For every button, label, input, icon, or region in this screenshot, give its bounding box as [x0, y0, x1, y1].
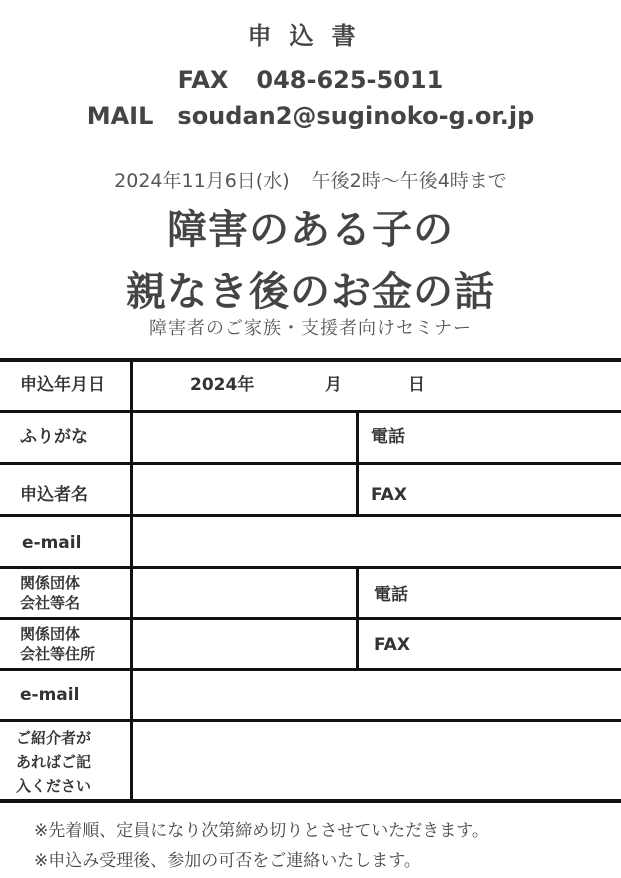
phone-label: 電話 — [371, 427, 405, 447]
event-date: 2024年11月6日(水) — [114, 170, 290, 192]
phone-field[interactable] — [360, 414, 620, 462]
referrer-label-line-2: あればご記 — [16, 753, 92, 771]
note-first-come: ※先着順、定員になり次第締め切りとさせていただきます。 — [34, 821, 489, 841]
application-day-label: 日 — [408, 375, 425, 395]
org-address-label-line-1: 関係団体 — [20, 625, 81, 643]
email-2-label: e-mail — [20, 685, 80, 705]
application-date-label: 申込年月日 — [20, 375, 105, 395]
notes — [34, 816, 489, 876]
referrer-label — [16, 726, 91, 798]
column-divider — [356, 568, 359, 619]
mail-address: soudan2@suginoko-g.or.jp — [177, 102, 535, 130]
org-name-label — [20, 573, 80, 613]
document-title: 申込書 — [247, 22, 374, 50]
org-phone-label: 電話 — [374, 585, 408, 605]
row-divider — [0, 668, 621, 671]
email-2-field[interactable] — [134, 672, 620, 719]
application-year-field[interactable]: 2024年 — [190, 375, 255, 395]
application-month-label: 月 — [325, 375, 342, 395]
mail-contact — [0, 102, 621, 130]
furigana-field[interactable] — [134, 414, 354, 462]
fax-field[interactable] — [360, 466, 620, 514]
row-divider — [0, 462, 621, 465]
event-title-line-1: 障害のある子の — [167, 207, 454, 253]
fax-contact — [0, 66, 621, 94]
org-name-label-line-2: 会社等名 — [20, 594, 81, 612]
label-column-divider — [130, 360, 133, 801]
fax-contact-label: FAX — [177, 66, 229, 94]
email-field[interactable] — [134, 518, 620, 566]
row-divider — [0, 566, 621, 569]
row-divider — [0, 617, 621, 620]
org-address-label-line-2: 会社等住所 — [20, 645, 96, 663]
org-phone-field[interactable] — [360, 570, 620, 617]
fax-label: FAX — [371, 485, 407, 505]
row-divider — [0, 719, 621, 722]
org-name-field[interactable] — [134, 570, 354, 617]
row-divider — [0, 410, 621, 413]
event-subtitle: 障害者のご家族・支援者向けセミナー — [149, 318, 472, 339]
row-divider — [0, 514, 621, 517]
event-datetime — [0, 166, 621, 193]
form-top-border — [0, 358, 621, 362]
referrer-field[interactable] — [134, 723, 620, 799]
note-confirmation: ※申込み受理後、参加の可否をご連絡いたします。 — [34, 851, 421, 871]
org-address-label — [20, 624, 95, 664]
form-bottom-border — [0, 799, 621, 803]
column-divider — [356, 619, 359, 670]
applicant-name-label: 申込者名 — [20, 485, 88, 505]
mail-contact-label: MAIL — [86, 102, 154, 130]
fax-number: 048-625-5011 — [256, 66, 444, 94]
event-title-line-2: 親なき後のお金の話 — [126, 269, 495, 315]
referrer-label-line-1: ご紹介者が — [16, 729, 92, 747]
org-fax-field[interactable] — [360, 621, 620, 668]
referrer-label-line-3: 入ください — [16, 777, 92, 795]
org-fax-label: FAX — [374, 635, 410, 655]
org-address-field[interactable] — [134, 621, 354, 668]
email-label: e-mail — [22, 533, 82, 553]
furigana-label: ふりがな — [20, 427, 88, 447]
event-time: 午後2時〜午後4時まで — [311, 170, 507, 192]
org-name-label-line-1: 関係団体 — [20, 574, 81, 592]
applicant-name-field[interactable] — [134, 466, 354, 514]
column-divider — [356, 464, 359, 516]
column-divider — [356, 412, 359, 464]
